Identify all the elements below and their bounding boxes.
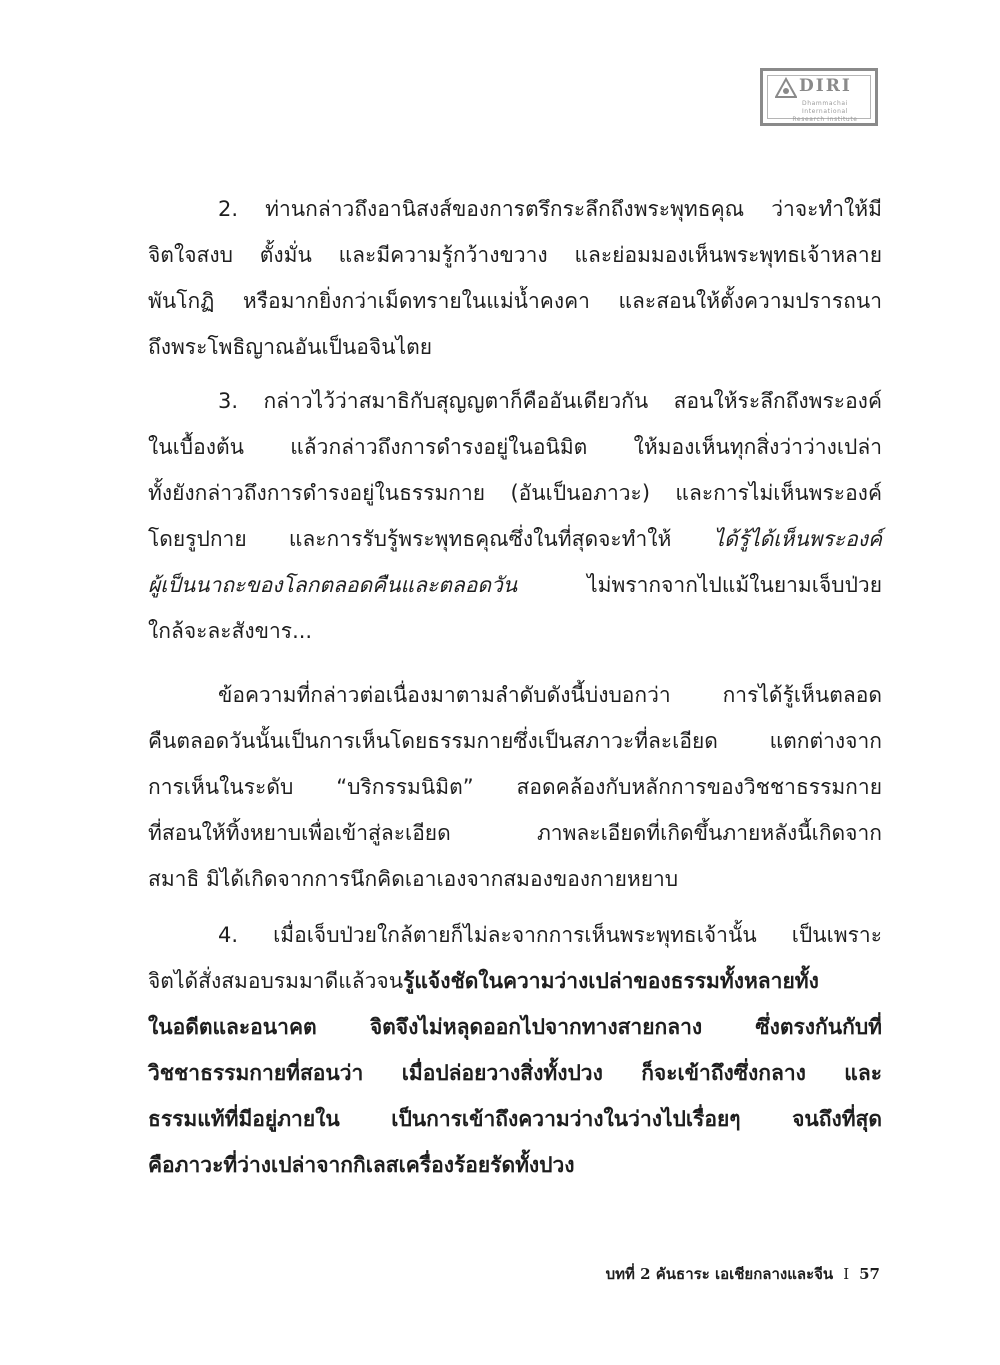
paragraph-line: 3. กล่าวไว้ว่าสมาธิกับสุญญตาก็คืออันเดียวกัน สอนให้ระลึกถึงพระองค์ (218, 389, 882, 413)
page-number: 57 (859, 1265, 880, 1283)
triangle-icon (775, 77, 797, 99)
paragraph-line (148, 516, 882, 562)
paragraph-line: คือภาวะที่ว่างเปล่าจากกิเลสเครื่องร้อยรัดทั้งปวง (148, 1153, 575, 1177)
italic-emphasis: ได้รู้ได้เห็นพระองค์ (713, 527, 882, 551)
paragraph-line: 4. เมื่อเจ็บป่วยใกล้ตายก็ไม่ละจากการเห็นพระพุทธเจ้านั้น เป็นเพราะ (218, 923, 882, 947)
paragraph-line: ธรรมแท้ที่มีอยู่ภายใน เป็นการเข้าถึงความว่างในว่างไปเรื่อยๆ จนถึงที่สุด (148, 1107, 882, 1131)
paragraph-line (148, 958, 882, 1004)
chapter-title: บทที่ 2 คันธาระ เอเชียกลางและจีน (605, 1265, 834, 1283)
paragraph-line: การเห็นในระดับ “บริกรรมนิมิต” สอดคล้องกับหลักการของวิชชาธรรมกาย (148, 775, 882, 799)
paragraph-line: ถึงพระโพธิญาณอันเป็นอจินไตย (148, 335, 433, 359)
paragraph-line: ที่สอนให้ทิ้งหยาบเพื่อเข้าสู่ละเอียด ภาพละเอียดที่เกิดขึ้นภายหลังนี้เกิดจาก (148, 821, 882, 845)
paragraph-line: ใกล้จะละสังขาร... (148, 619, 313, 643)
commentary-paragraph (148, 672, 882, 902)
paragraph-3 (148, 378, 882, 654)
paragraph-4 (148, 912, 882, 1188)
bold-emphasis: รู้แจ้งชัดในความว่างเปล่าของธรรมทั้งหลายทั้ง (403, 969, 819, 993)
text-run: โดยรูปกาย และการรับรู้พระพุทธคุณซึ่งในที่สุดจะทำให้ (148, 527, 714, 551)
paragraph-line: คืนตลอดวันนั้นเป็นการเห็นโดยธรรมกายซึ่งเป็นสภาวะที่ละเอียด แตกต่างจาก (148, 729, 882, 753)
paragraph-line: ข้อความที่กล่าวต่อเนื่องมาตามลำดับดังนี้บ่งบอกว่า การได้รู้เห็นตลอด (218, 683, 882, 707)
paragraph-line: ในเบื้องต้น แล้วกล่าวถึงการดำรงอยู่ในอนิมิต ให้มองเห็นทุกสิ่งว่าว่างเปล่า (148, 435, 882, 459)
text-run: จิตได้สั่งสมอบรมมาดีแล้วจน (148, 969, 404, 993)
diri-logo (760, 68, 878, 126)
paragraph-line: ในอดีตและอนาคต จิตจึงไม่หลุดออกไปจากทางสายกลาง ซึ่งตรงกันกับที่ (148, 1015, 882, 1039)
paragraph-line: 2. ท่านกล่าวถึงอานิสงส์ของการตรึกระลึกถึงพระพุทธคุณ ว่าจะทำให้มี (218, 197, 882, 221)
paragraph-line: พันโกฏิ หรือมากยิ่งกว่าเม็ดทรายในแม่น้ำคงคา และสอนให้ตั้งความปรารถนา (148, 289, 882, 313)
text-run: ไม่พรากจากไปแม้ในยามเจ็บป่วย (517, 573, 882, 597)
page-footer (606, 1262, 880, 1286)
logo-subtitle (779, 100, 871, 124)
logo-wordmark: DIRI (799, 76, 852, 96)
italic-emphasis: ผู้เป็นนาถะของโลกตลอดคืนและตลอดวัน (148, 573, 518, 597)
paragraph-line (148, 562, 882, 608)
logo-subtitle-line-2: Research Institute (792, 116, 858, 123)
logo-subtitle-line-1: Dhammachai International (801, 100, 849, 115)
paragraph-line: วิชชาธรรมกายที่สอนว่า เมื่อปล่อยวางสิ่งทั้งปวง ก็จะเข้าถึงซึ่งกลาง และ (148, 1061, 882, 1085)
paragraph-line: ทั้งยังกล่าวถึงการดำรงอยู่ในธรรมกาย (อันเป็นอภาวะ) และการไม่เห็นพระองค์ (148, 481, 882, 505)
paragraph-2 (148, 186, 882, 370)
paragraph-line: จิตใจสงบ ตั้งมั่น และมีความรู้กว้างขวาง และย่อมมองเห็นพระพุทธเจ้าหลาย (148, 243, 882, 267)
paragraph-line: สมาธิ มิได้เกิดจากการนึกคิดเอาเองจากสมองของกายหยาบ (148, 867, 679, 891)
footer-separator: I (843, 1265, 850, 1283)
